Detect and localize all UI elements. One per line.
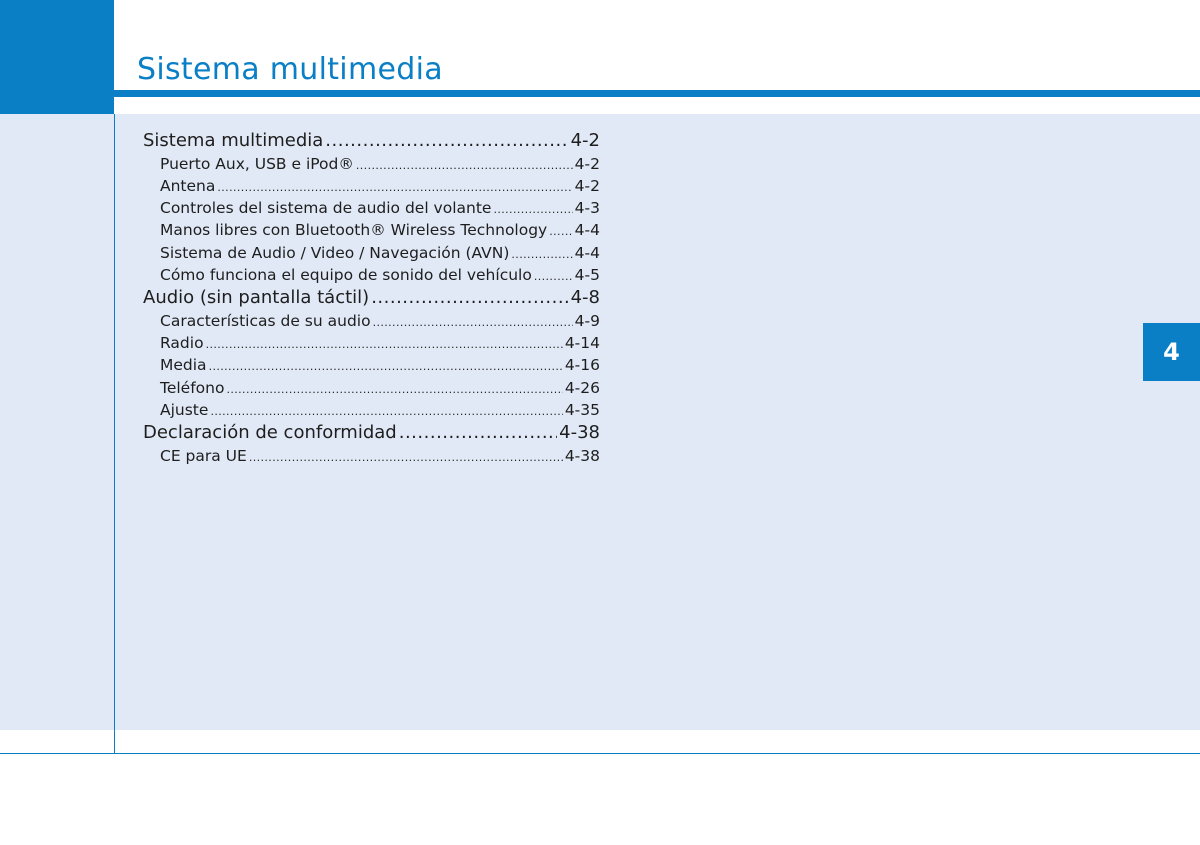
toc-entry-label: Sistema de Audio / Video / Navegación (AVN): [160, 243, 510, 262]
toc-dot-leader: [209, 354, 563, 376]
toc-dot-leader: [493, 197, 572, 219]
toc-entry-page: 4-2: [574, 154, 600, 173]
toc-entry-page: 4-14: [564, 334, 600, 353]
toc-entry-label: Audio (sin pantalla táctil): [143, 287, 370, 309]
toc-entry[interactable]: [143, 332, 600, 354]
toc-entry-page: 4-38: [564, 446, 600, 465]
toc-entry-page: 4-5: [574, 265, 600, 284]
toc-entry[interactable]: [143, 129, 600, 153]
toc-entry[interactable]: [143, 264, 600, 286]
toc-dot-leader: [356, 153, 573, 175]
toc-entry[interactable]: [143, 445, 600, 467]
toc-entry-label: Declaración de conformidad: [143, 422, 397, 444]
toc-entry[interactable]: [143, 242, 600, 264]
toc-entry-page: 4-3: [574, 199, 600, 218]
toc-entry-label: Manos libres con Bluetooth® Wireless Technology: [160, 221, 548, 240]
toc-entry-label: Ajuste: [160, 400, 209, 419]
left-vertical-rule: [114, 114, 115, 754]
bottom-horizontal-rule: [0, 753, 1200, 754]
corner-color-block: [0, 0, 114, 114]
title-underline: [114, 90, 1200, 97]
toc-entry-page: 4-16: [564, 356, 600, 375]
toc-entry-page: 4-9: [574, 311, 600, 330]
toc-dot-leader: [249, 445, 563, 467]
toc-dot-leader: [534, 264, 573, 286]
toc-dot-leader: [217, 175, 572, 197]
toc-entry-page: 4-4: [574, 221, 600, 240]
toc-entry-label: Teléfono: [160, 378, 225, 397]
toc-dot-leader: [325, 129, 568, 153]
toc-entry-label: Sistema multimedia: [143, 130, 324, 151]
chapter-tab[interactable]: 4: [1143, 323, 1200, 381]
toc-entry[interactable]: [143, 286, 600, 310]
toc-entry-label: Características de su audio: [160, 311, 371, 330]
toc-entry-label: Radio: [160, 334, 204, 353]
toc-entry[interactable]: [143, 310, 600, 332]
toc-entry-page: 4-2: [570, 130, 600, 151]
toc-entry[interactable]: [143, 219, 600, 241]
toc-dot-leader: [549, 219, 572, 241]
toc-entry[interactable]: [143, 175, 600, 197]
toc-entry-page: 4-38: [559, 422, 600, 444]
toc-entry-label: Controles del sistema de audio del volante: [160, 199, 492, 218]
toc-entry-page: 4-35: [564, 400, 600, 419]
toc-entry-page: 4-8: [570, 287, 600, 309]
page-title: Sistema multimedia: [137, 52, 443, 87]
toc-entry-label: CE para UE: [160, 446, 247, 465]
toc-entry[interactable]: [143, 354, 600, 376]
toc-entry[interactable]: [143, 197, 600, 219]
table-of-contents: [143, 129, 600, 467]
toc-dot-leader: [210, 399, 562, 421]
toc-entry-page: 4-4: [574, 243, 600, 262]
toc-dot-leader: [371, 286, 568, 310]
toc-dot-leader: [399, 421, 557, 445]
toc-entry[interactable]: [143, 377, 600, 399]
toc-entry-label: Antena: [160, 176, 216, 195]
toc-entry[interactable]: [143, 399, 600, 421]
toc-entry-label: Cómo funciona el equipo de sonido del vehículo: [160, 265, 532, 284]
toc-entry-label: Puerto Aux, USB e iPod®: [160, 154, 354, 173]
toc-dot-leader: [373, 310, 573, 332]
toc-entry[interactable]: [143, 153, 600, 175]
toc-entry-label: Media: [160, 356, 207, 375]
toc-entry-page: 4-26: [564, 378, 600, 397]
toc-entry-page: 4-2: [574, 176, 600, 195]
toc-dot-leader: [206, 332, 563, 354]
toc-dot-leader: [511, 242, 572, 264]
toc-dot-leader: [226, 377, 562, 399]
toc-entry[interactable]: [143, 421, 600, 445]
